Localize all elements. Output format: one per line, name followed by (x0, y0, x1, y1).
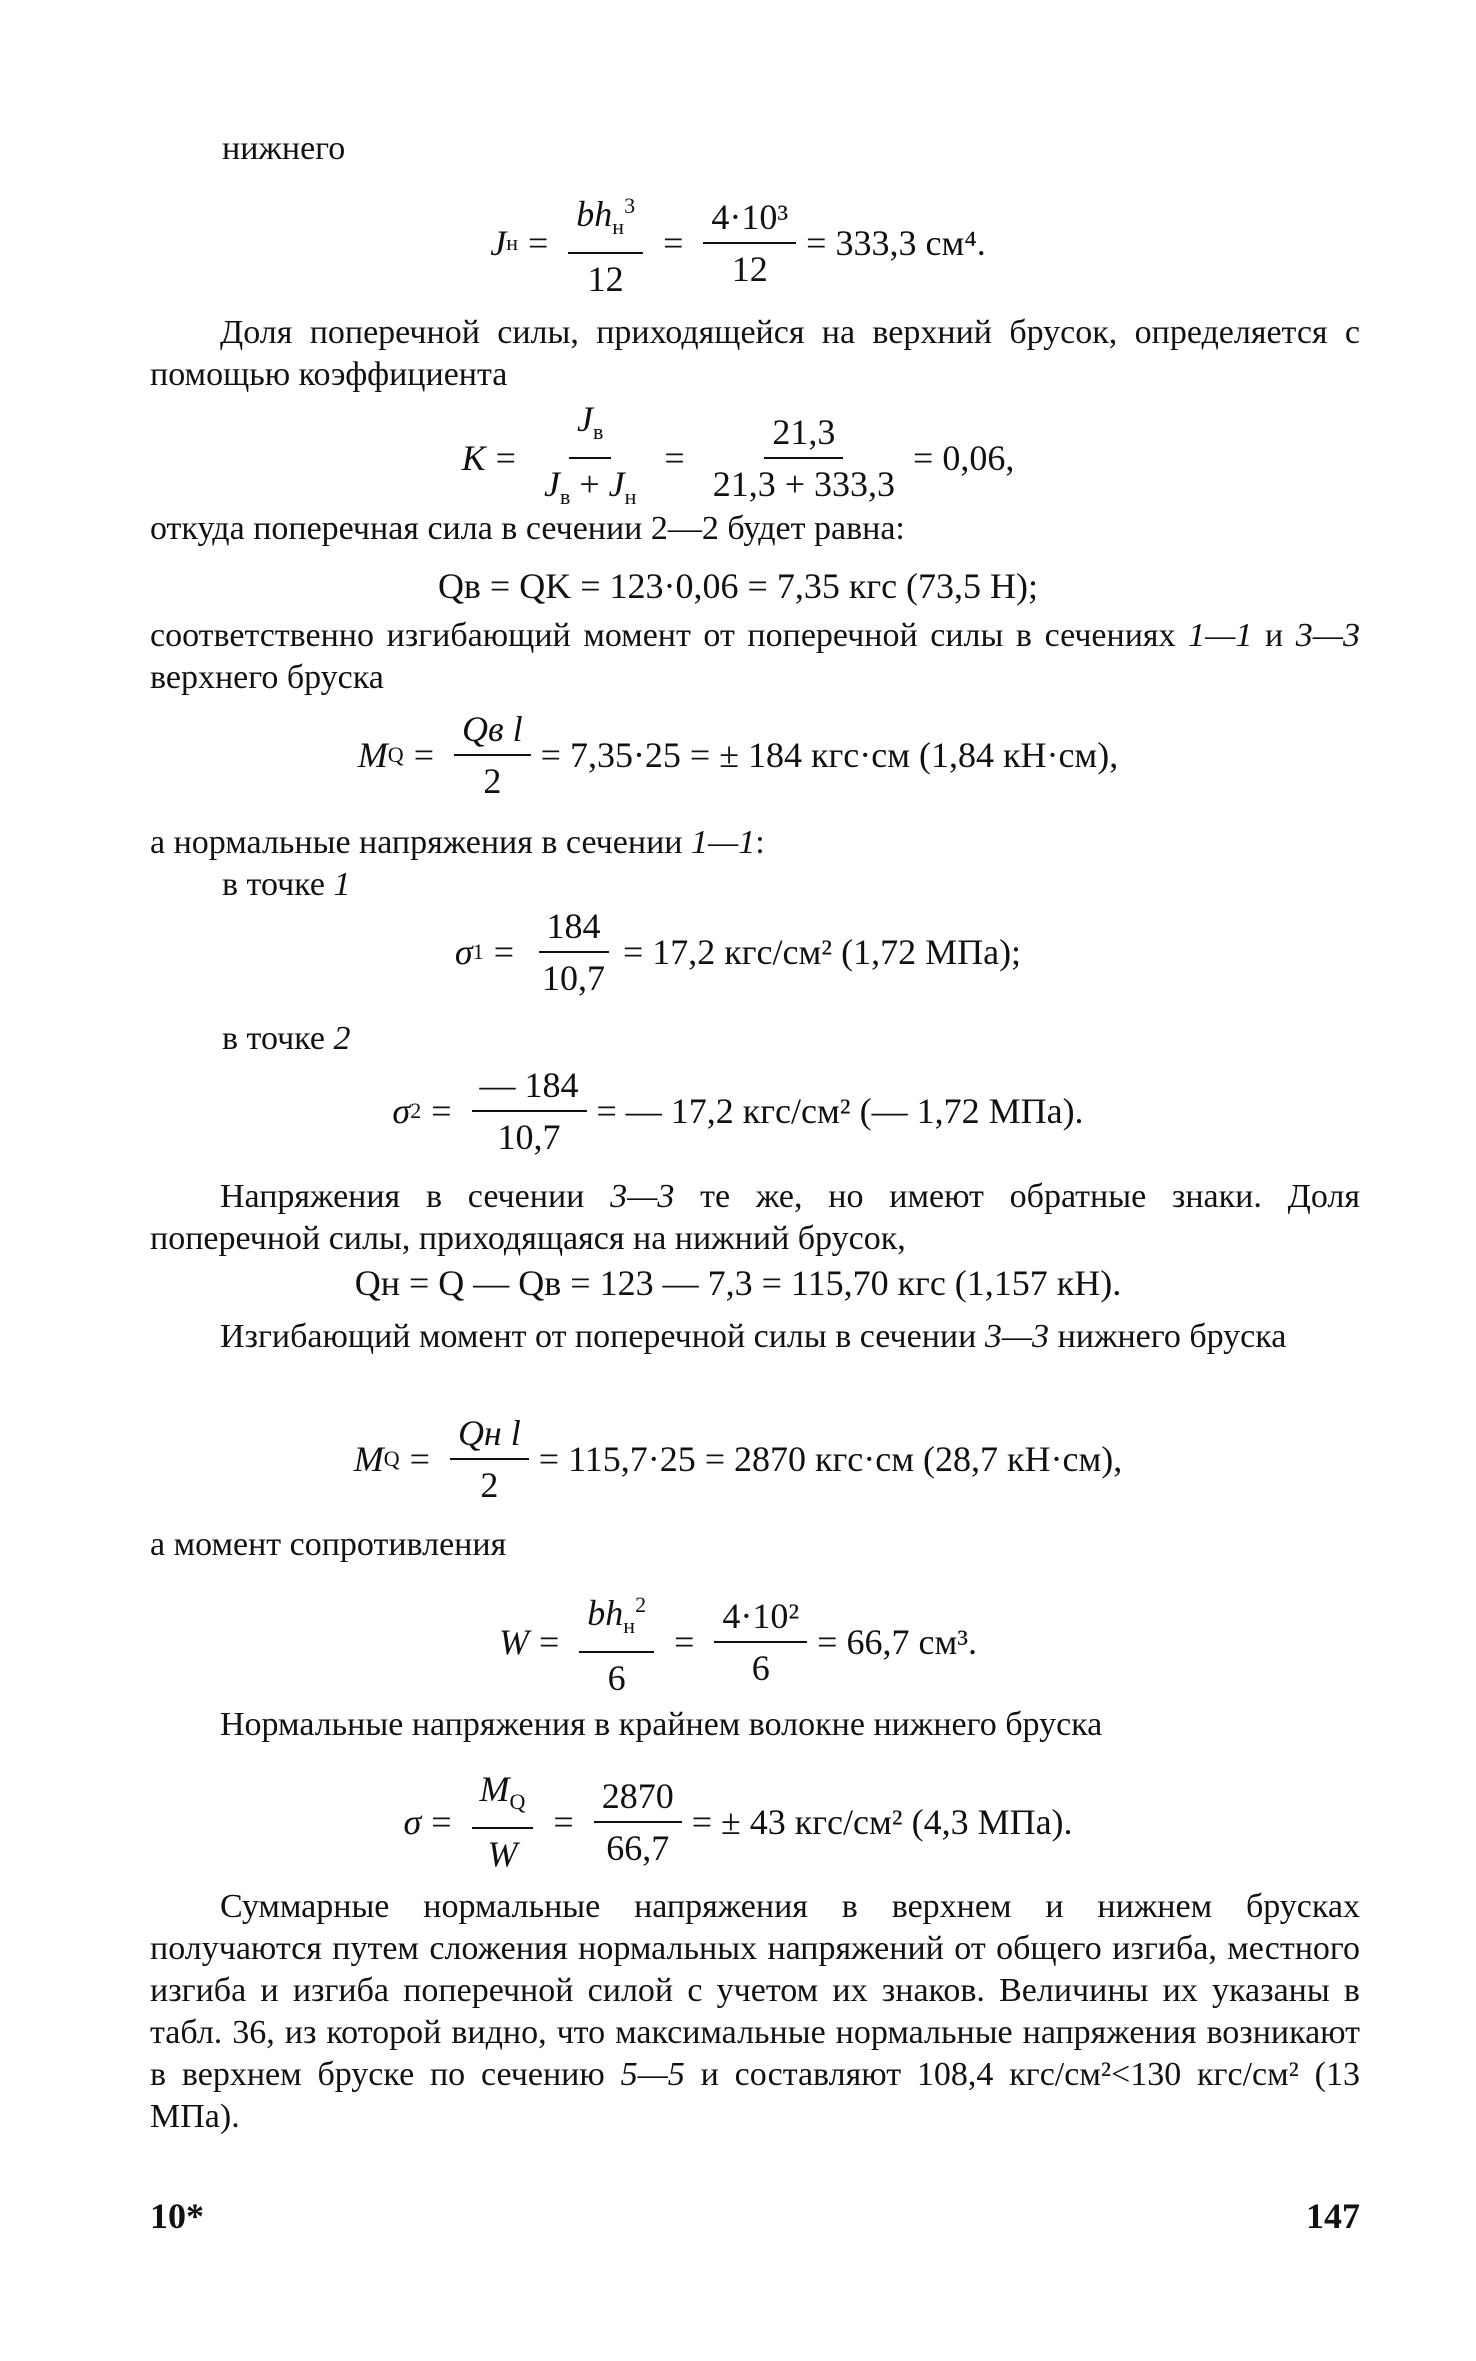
equation-mq-lower: M Q = $\frac{\text{Qн l}}{2}$ = 115,7·25 = 2870 кгс·см (28,7 кН·см), (353, 1413, 1123, 1505)
paragraph-normal-stresses: а нормальные напряжения в сечении 1—1: (150, 824, 765, 861)
paragraph-outer-fibre: Нормальные напряжения в крайнем волокне нижнего бруска (220, 1706, 1103, 1743)
equation-w: W = $\frac{bh_н^2}{6}$ = $\frac{\text{4·10²}}{6}$ = 66,7 см³. (0, 1584, 1476, 1699)
text-lower-label: нижнего (222, 130, 346, 167)
equation-k: K = $\frac{J_в}{J_в + J_н}$ = $\frac{21,3}{21,3 + 333,3}$ = 0,06, (461, 399, 1015, 510)
paragraph-share-upper: Доля поперечной силы, приходящейся на верхний брусок, определяется с помощью коэффициента (150, 314, 1360, 393)
paragraph-lower-moment: Изгибающий момент от поперечной силы в сечении 3—3 нижнего бруска (220, 1318, 1287, 1355)
paragraph-then: откуда поперечная сила в сечении 2—2 будет равна: (150, 510, 905, 547)
page-number: 147 (1306, 2196, 1360, 2236)
text-point-2: в точке 2 (222, 1020, 351, 1057)
paragraph-resistance: а момент сопротивления (150, 1526, 507, 1563)
text-point-1: в точке 1 (222, 866, 351, 903)
equation-sigma2: σ 2 = $\frac{— 184}{10,7}$ = — 17,2 кгс/см² (— 1,72 МПа). (392, 1065, 1084, 1157)
equation-jn: J н = $\frac{bh_н^3}{12}$ = $\frac{\text{4·10³}}{12}$ = 333,3 см⁴. (0, 185, 1476, 300)
paragraph-section-3: Напряжения в сечении 3—3 те же, но имеют обратные знаки. Доля поперечной силы, приходящаяся на нижний брусок, (150, 1178, 1360, 1257)
equation-qn: Qн = Q — Qв = 123 — 7,3 = 115,70 кгс (1,157 кН). (354, 1263, 1122, 1303)
equation-sigma1: σ 1 = $\frac{184}{10,7}$ = 17,2 кгс/см² (1,72 МПа); (454, 906, 1022, 998)
paragraph-summary: Суммарные нормальные напряжения в верхнем и нижнем брусках получаются путем сложения нормальных напряжений от общего изгиба, местного изгиба и изгиба поперечной силой с учетом их знаков. Величины их указаны в табл. 36, из которой видно, что максимальные нормальные напряжения возникают в верхнем бруске по сечению 5—5 и составляют 108,4 кгс/см²<130 кгс/см² (13 МПа). (150, 1888, 1360, 2135)
paragraph-moment: соответственно изгибающий момент от поперечной силы в сечениях 1—1 и 3—3 верхнего бруска (150, 617, 1360, 696)
equation-sigma: σ = $\frac{M_Q}{W}$ = $\frac{2870}{66,7}$ = ± 43 кгс/см² (4,3 МПа). (403, 1769, 1073, 1875)
equation-qv: Qв = QK = 123·0,06 = 7,35 кгс (73,5 Н); (437, 566, 1039, 606)
equation-mq-upper: M Q = $\frac{\text{Qв l}}{2}$ = 7,35·25 = ± 184 кгс·см (1,84 кН·см), (357, 709, 1119, 801)
signature-mark: 10* (150, 2196, 204, 2236)
